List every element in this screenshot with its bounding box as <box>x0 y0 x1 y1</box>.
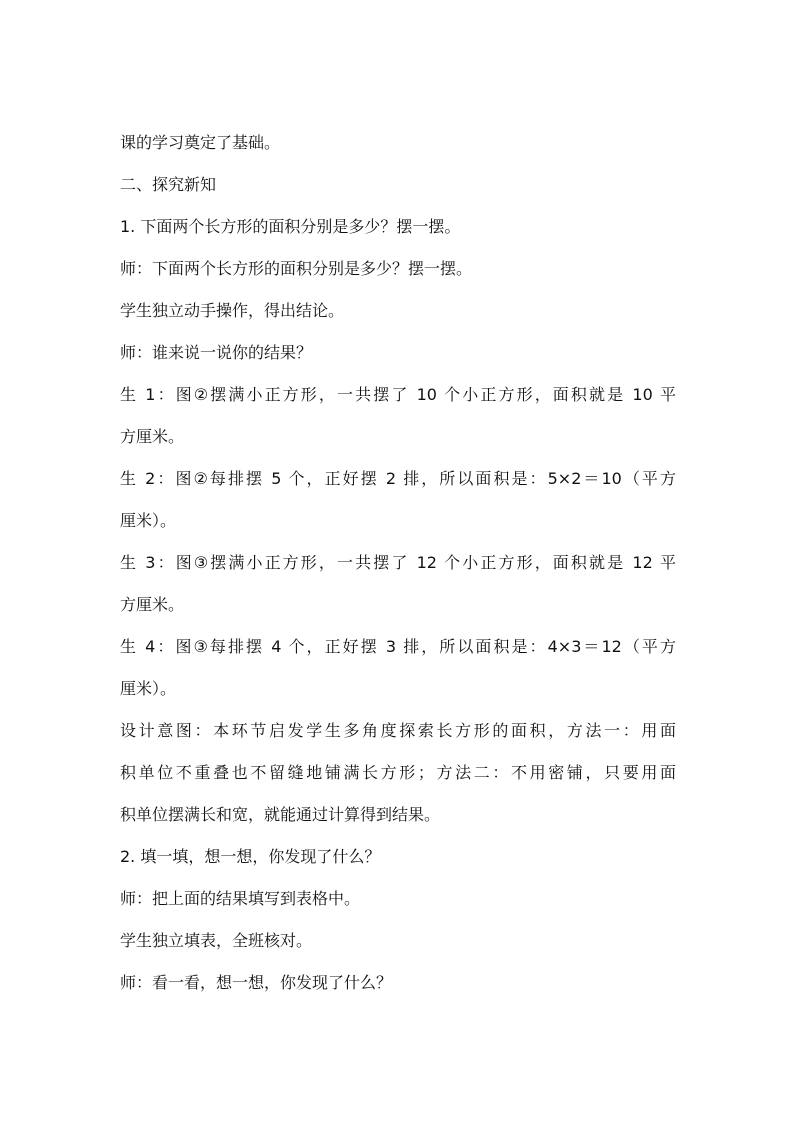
text-line: 生 3：图③摆满小正方形，一共摆了 12 个小正方形，面积就是 12 平 <box>120 553 676 572</box>
text-line: 生 2：图②每排摆 5 个，正好摆 2 排，所以面积是：5×2＝10（平方 <box>120 469 676 488</box>
text-line: 厘米）。 <box>120 679 177 698</box>
document-body <box>120 132 676 1014</box>
text-line: 厘米）。 <box>120 511 177 530</box>
student-answer <box>120 468 676 531</box>
question-heading: 1. 下面两个长方形的面积分别是多少？摆一摆。 <box>120 217 461 236</box>
teacher-line: 师：谁来说一说你的结果？ <box>120 343 313 362</box>
text-line: 生 4：图③每排摆 4 个，正好摆 3 排，所以面积是：4×3＝12（平方 <box>120 637 676 656</box>
design-intent <box>120 720 676 825</box>
question-heading: 2. 填一填，想一想，你发现了什么？ <box>120 847 381 866</box>
section-heading: 二、探究新知 <box>120 175 217 194</box>
student-answer <box>120 552 676 615</box>
text-line: 学生独立动手操作，得出结论。 <box>120 301 345 320</box>
text-line: 生 1：图②摆满小正方形，一共摆了 10 个小正方形，面积就是 10 平 <box>120 385 676 404</box>
teacher-line: 师：看一看，想一想，你发现了什么？ <box>120 973 393 992</box>
student-answer <box>120 384 676 447</box>
text-line: 课的学习奠定了基础。 <box>120 133 281 152</box>
text-line: 方厘米。 <box>120 427 185 446</box>
student-answer <box>120 636 676 699</box>
text-line: 积单位摆满长和宽，就能通过计算得到结果。 <box>120 805 441 824</box>
text-line: 设计意图：本环节启发学生多角度探索长方形的面积，方法一：用面 <box>120 721 676 740</box>
text-line: 学生独立填表，全班核对。 <box>120 931 313 950</box>
text-line: 方厘米。 <box>120 595 185 614</box>
teacher-line: 师：下面两个长方形的面积分别是多少？摆一摆。 <box>120 259 473 278</box>
teacher-line: 师：把上面的结果填写到表格中。 <box>120 889 361 908</box>
text-line: 积单位不重叠也不留缝地铺满长方形；方法二：不用密铺，只要用面 <box>120 763 676 782</box>
